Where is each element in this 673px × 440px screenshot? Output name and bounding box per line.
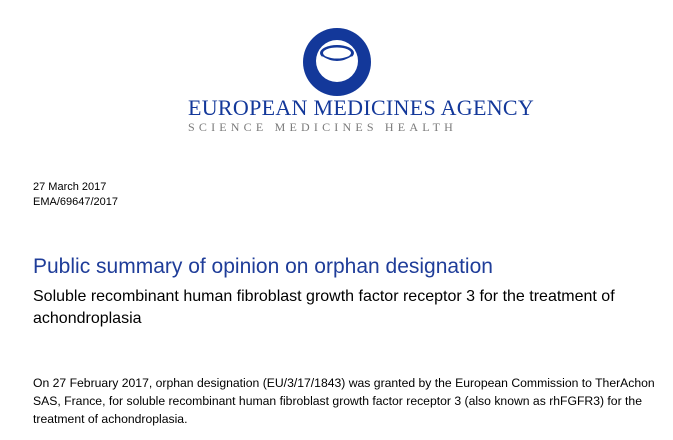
agency-logo — [0, 26, 673, 98]
document-date: 27 March 2017 — [33, 181, 107, 193]
agency-tagline: SCIENCE MEDICINES HEALTH — [188, 120, 458, 134]
document-subtitle: Soluble recombinant human fibroblast growth factor receptor 3 for the treatment of achondroplasia — [33, 288, 615, 327]
document-reference: EMA/69647/2017 — [33, 196, 119, 208]
ema-logo-icon — [301, 26, 373, 98]
document-title: Public summary of opinion on orphan designation — [33, 255, 493, 278]
agency-name: EUROPEAN MEDICINES AGENCY — [188, 95, 535, 120]
document-meta — [33, 180, 118, 210]
body-paragraph: On 27 February 2017, orphan designation (EU/3/17/1843) was granted by the European Commission to TherAchon SAS, France, for soluble recombinant human fibroblast growth factor receptor 3 (also known as rhFGFR3) for the treatment of achondroplasia. — [33, 376, 655, 426]
